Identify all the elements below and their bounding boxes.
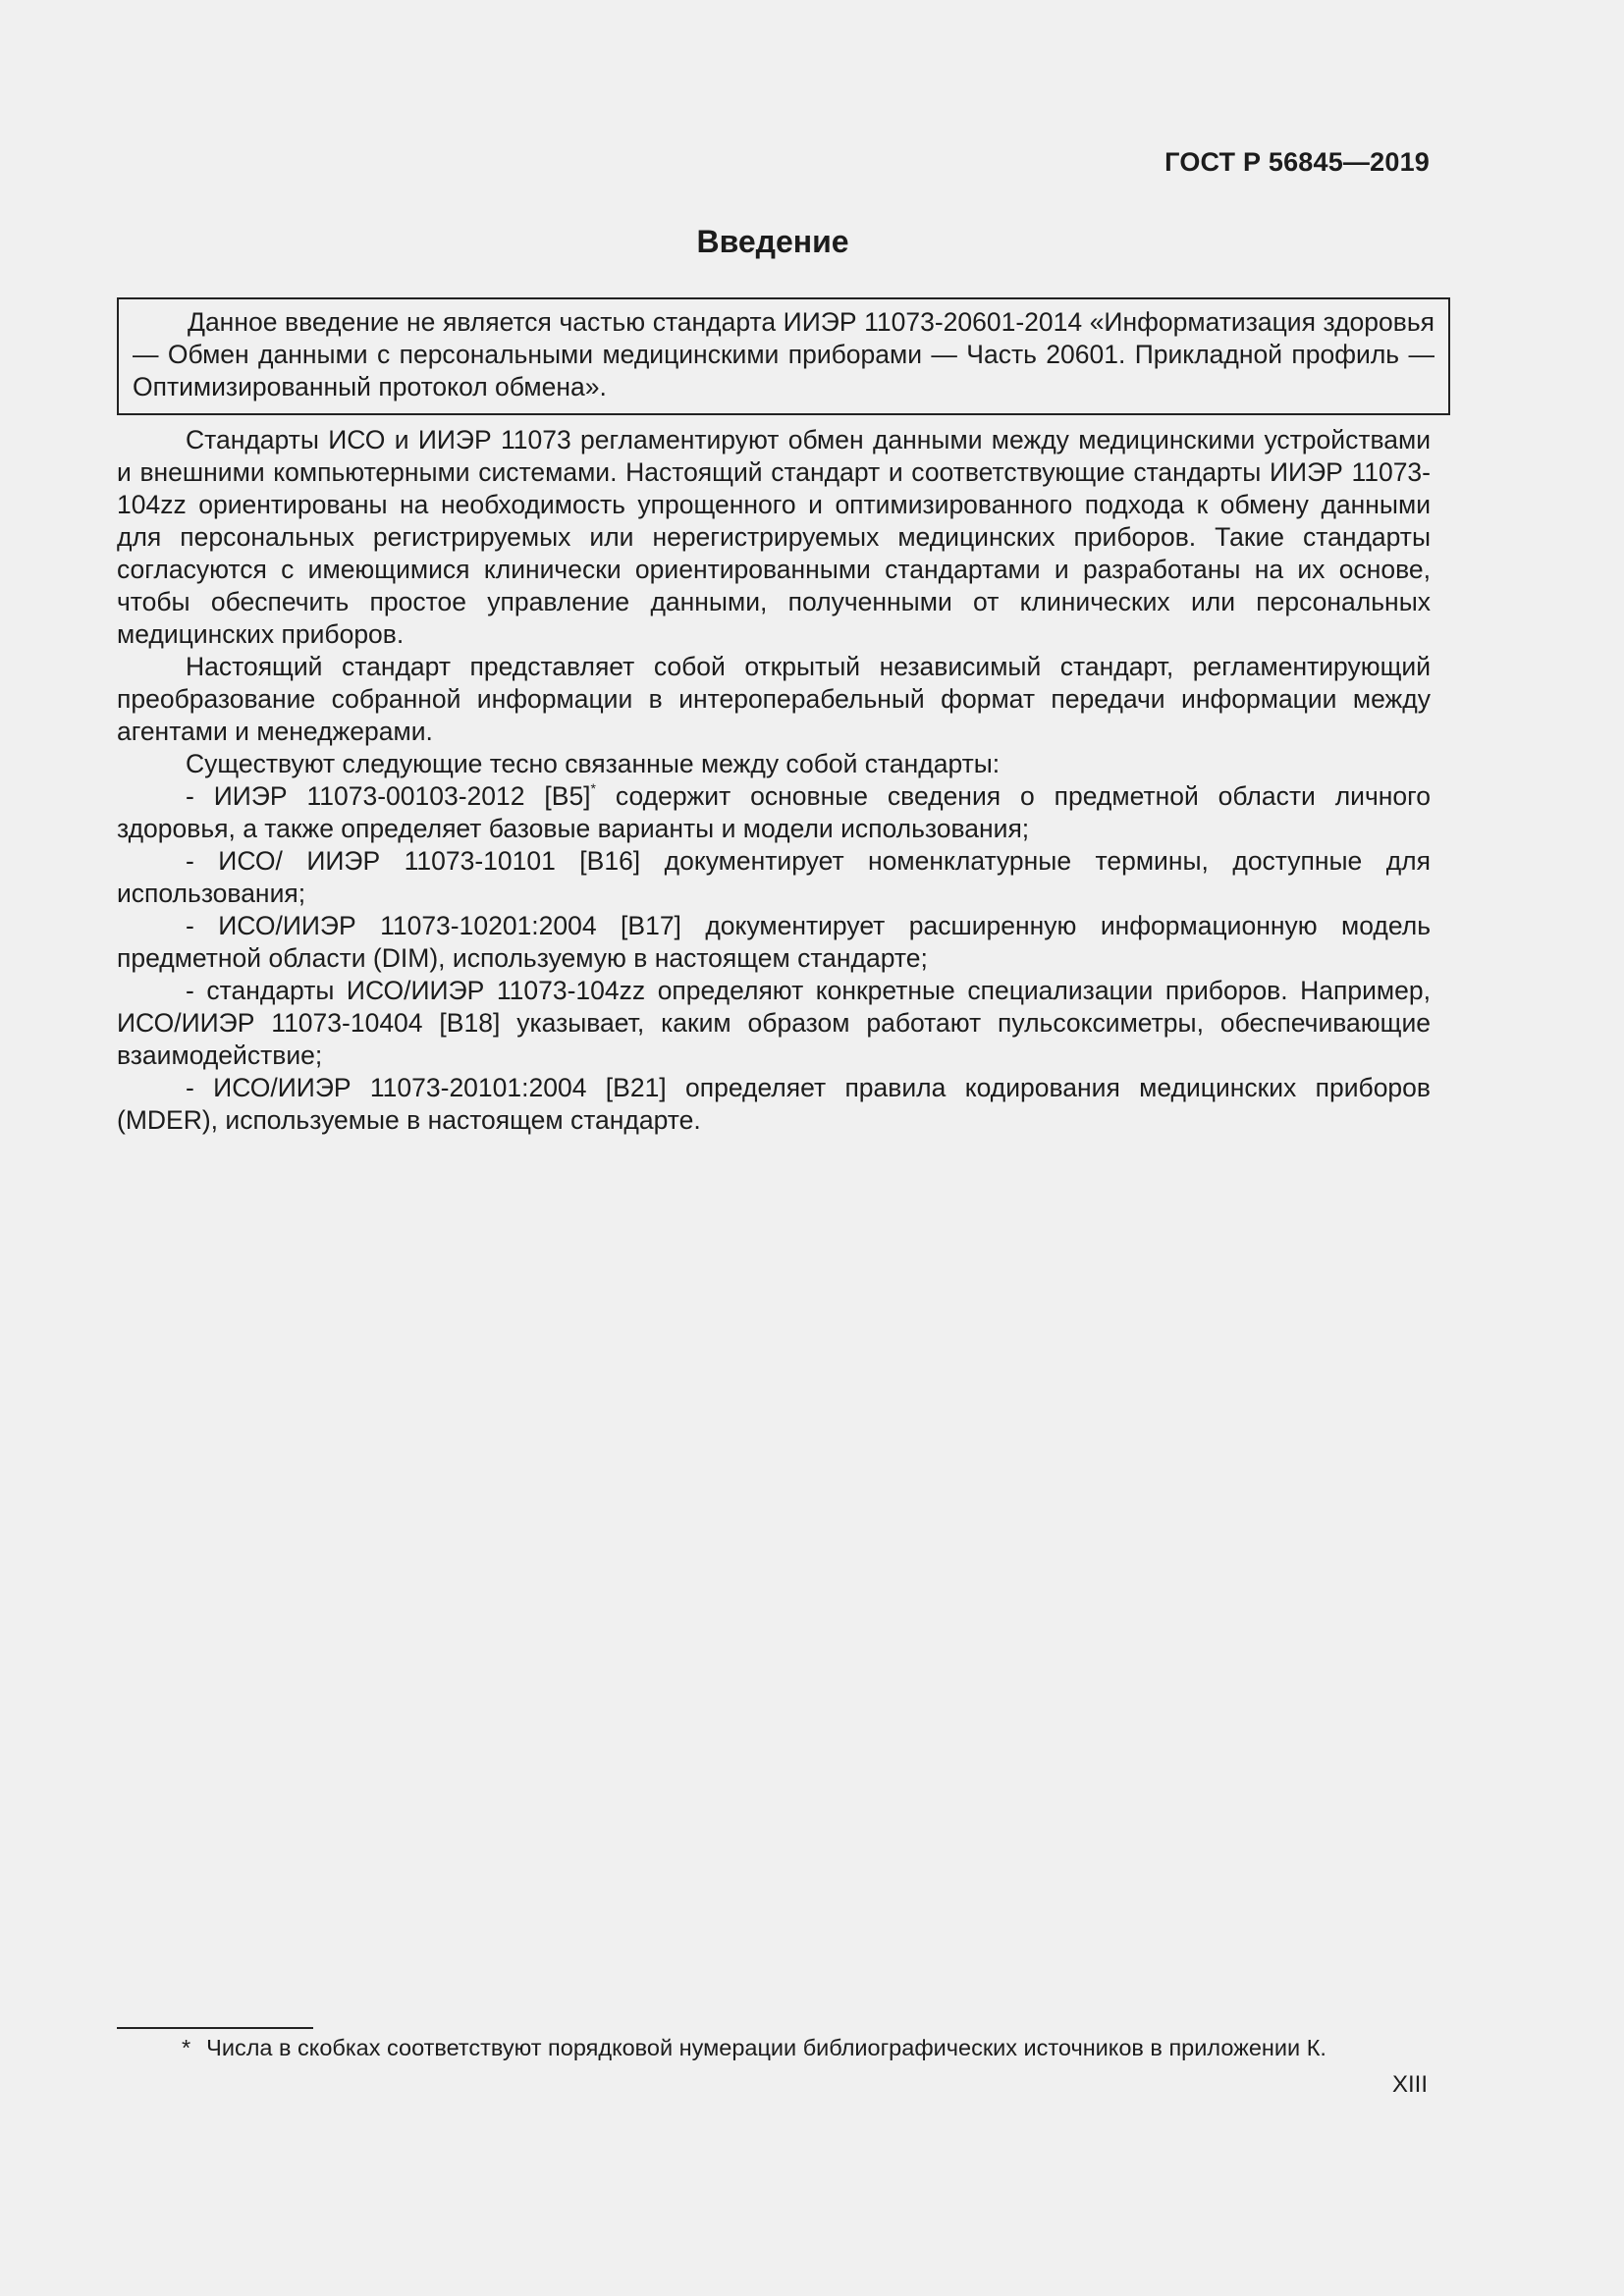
body-text [117, 424, 1431, 1137]
document-code: ГОСТ Р 56845—2019 [1164, 147, 1430, 177]
intro-notice-box: Данное введение не является частью стандарта ИИЭР 11073-20601-2014 «Информатизация здоровья — Обмен данными с персональными медицинскими приборами — Часть 20601. Прикладной профиль — Оптимизированный протокол обмена». [117, 297, 1450, 415]
footnote [182, 2033, 1326, 2062]
paragraph: Существуют следующие тесно связанные между собой стандарты: [186, 749, 1001, 778]
footnote-divider [117, 2027, 313, 2029]
list-item-text: содержит основные сведения о предметной области личного здоровья, а также определяет базовые варианты и модели использования; [117, 781, 1431, 843]
list-item-text: - ИИЭР 11073-00103-2012 [B5] [186, 781, 591, 811]
paragraph: Стандарты ИСО и ИИЭР 11073 регламентируют обмен данными между медицинскими устройствами и внешними компьютерными системами. Настоящий стандарт и соответствующие стандарты ИИЭР 11073-104zz ориентированы на необходимость упрощенного и оптимизированного подхода к обмену данными для персональных регистрируемых или нерегистрируемых медицинских приборов. Такие стандарты согласуются с имеющимися клинически ориентированными стандартами и разработаны на их основе, чтобы обеспечить простое управление данными, полученными от клинических или персональных медицинских приборов. [117, 425, 1431, 649]
footnote-text: Числа в скобках соответствуют порядковой нумерации библиографических источников в приложении К. [206, 2035, 1326, 2060]
list-item: - стандарты ИСО/ИИЭР 11073-104zz определяют конкретные специализации приборов. Например, ИСО/ИИЭР 11073-10404 [B18] указывает, каким образом работают пульсоксиметры, обеспечивающие взаимодействие; [117, 976, 1431, 1070]
list-item: - ИСО/ИИЭР 11073-10201:2004 [B17] документирует расширенную информационную модель предметной области (DIM), используемую в настоящем стандарте; [117, 911, 1431, 973]
footnote-mark: * [182, 2035, 191, 2060]
footnote-reference: * [590, 780, 596, 796]
page-title: Введение [696, 224, 849, 259]
list-item [117, 780, 1431, 845]
list-item: - ИСО/ ИИЭР 11073-10101 [B16] документирует номенклатурные термины, доступные для использования; [117, 846, 1431, 908]
page-number: XIII [1391, 2071, 1428, 2098]
list-item: - ИСО/ИИЭР 11073-20101:2004 [B21] определяет правила кодирования медицинских приборов (MDER), используемые в настоящем стандарте. [117, 1073, 1431, 1135]
paragraph: Настоящий стандарт представляет собой открытый независимый стандарт, регламентирующий преобразование собранной информации в интероперабельный формат передачи информации между агентами и менеджерами. [117, 652, 1431, 746]
